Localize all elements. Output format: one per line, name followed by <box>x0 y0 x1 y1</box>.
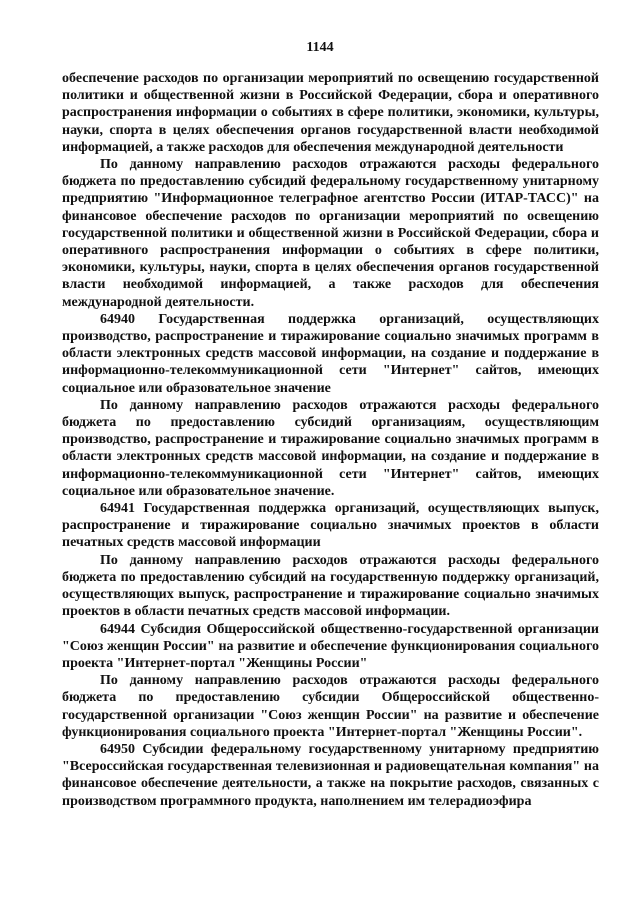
paragraph: По данному направлению расходов отражаются расходы федерального бюджета по предоставлению субсидий федеральному государственному унитарному предприятию "Информационное телеграфное агентство России (ИТАР-ТАСС)" на финансовое обеспечение расходов по организации мероприятий по освещению государственной политики и общественной жизни в Российской Федерации, сбора и оперативного распространения информации о событиях в сфере политики, экономики, культуры, науки, спорта в целях обеспечения органов государственной власти необходимой информацией, а также расходов для обеспечения международной деятельности. <box>62 157 599 310</box>
paragraph: обеспечение расходов по организации мероприятий по освещению государственной политики и общественной жизни в Российской Федерации, сбора и оперативного распространения информации о событиях в сфере политики, экономики, культуры, науки, спорта в целях обеспечения органов государственной власти необходимой информацией, а также расходов для обеспечения международной деятельности <box>62 71 599 155</box>
document-body <box>62 70 599 810</box>
paragraph: По данному направлению расходов отражаются расходы федерального бюджета по предоставлению субсидий организациям, осуществляющим производство, распространение и тиражирование социально значимых программ в области электронных средств массовой информации, на создание и поддержание в информационно-телекоммуникационной сети "Интернет" сайтов, имеющих социальное или образовательное значение. <box>62 397 599 499</box>
section-heading-64941: 64941 Государственная поддержка организаций, осуществляющих выпуск, распространение и тиражирование социально значимых проектов в области печатных средств массовой информации <box>62 501 599 551</box>
page-number: 1144 <box>306 40 334 55</box>
section-heading-64944: 64944 Субсидия Общероссийской общественно-государственной организации "Союз женщин России" на развитие и обеспечение функционирования социального проекта "Интернет-портал "Женщины России" <box>62 621 599 671</box>
section-heading-64940: 64940 Государственная поддержка организаций, осуществляющих производство, распространение и тиражирование социально значимых программ в области электронных средств массовой информации, на создание и поддержание в информационно-телекоммуникационной сети "Интернет" сайтов, имеющих социальное или образовательное значение <box>62 311 599 396</box>
paragraph: По данному направлению расходов отражаются расходы федерального бюджета по предоставлению субсидии Общероссийской общественно-государственной организации "Союз женщин России" на развитие и обеспечение функционирования социального проекта "Интернет-портал "Женщины России". <box>62 673 599 740</box>
section-heading-64950: 64950 Субсидии федеральному государственному унитарному предприятию "Всероссийская государственная телевизионная и радиовещательная компания" на финансовое обеспечение деятельности, а также на покрытие расходов, связанных с производством программного продукта, наполнением им телерадиоэфира <box>62 741 599 809</box>
paragraph: По данному направлению расходов отражаются расходы федерального бюджета по предоставлению субсидий на государственную поддержку организаций, осуществляющих выпуск, распространение и тиражирование социально значимых проектов в области печатных средств массовой информации. <box>62 552 599 620</box>
